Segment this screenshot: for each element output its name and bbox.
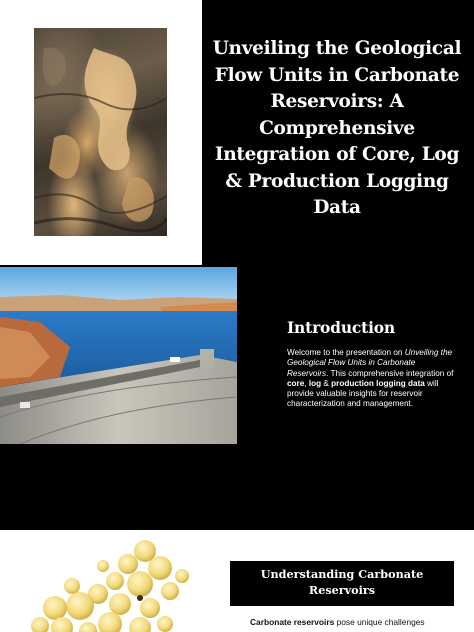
carbonate-rock-image [34, 28, 167, 236]
introduction-heading: Introduction [287, 318, 395, 337]
understanding-carbonate-heading: Understanding Carbonate Reservoirs [260, 567, 424, 597]
presentation-title-italic: Unveiling the Geological Flow Units in Carbonate Reservoirs [287, 348, 453, 378]
slide1-title: Unveiling the Geological Flow Units in Carbonate Reservoirs: A Comprehensive Integration of Core, Log & Production Logging Data [212, 38, 462, 218]
introduction-body: Welcome to the presentation on Unveiling the Geological Flow Units in Carbonate Reservoirs. This comprehensive integration of core, log & production logging data will provide valuable insights for reservoir characterization and management. [287, 348, 454, 409]
slide3-body-text: Carbonate reservoirs pose unique challenges [250, 617, 425, 627]
dam-reservoir-image [0, 267, 237, 444]
oil-bubbles-image [0, 536, 212, 632]
